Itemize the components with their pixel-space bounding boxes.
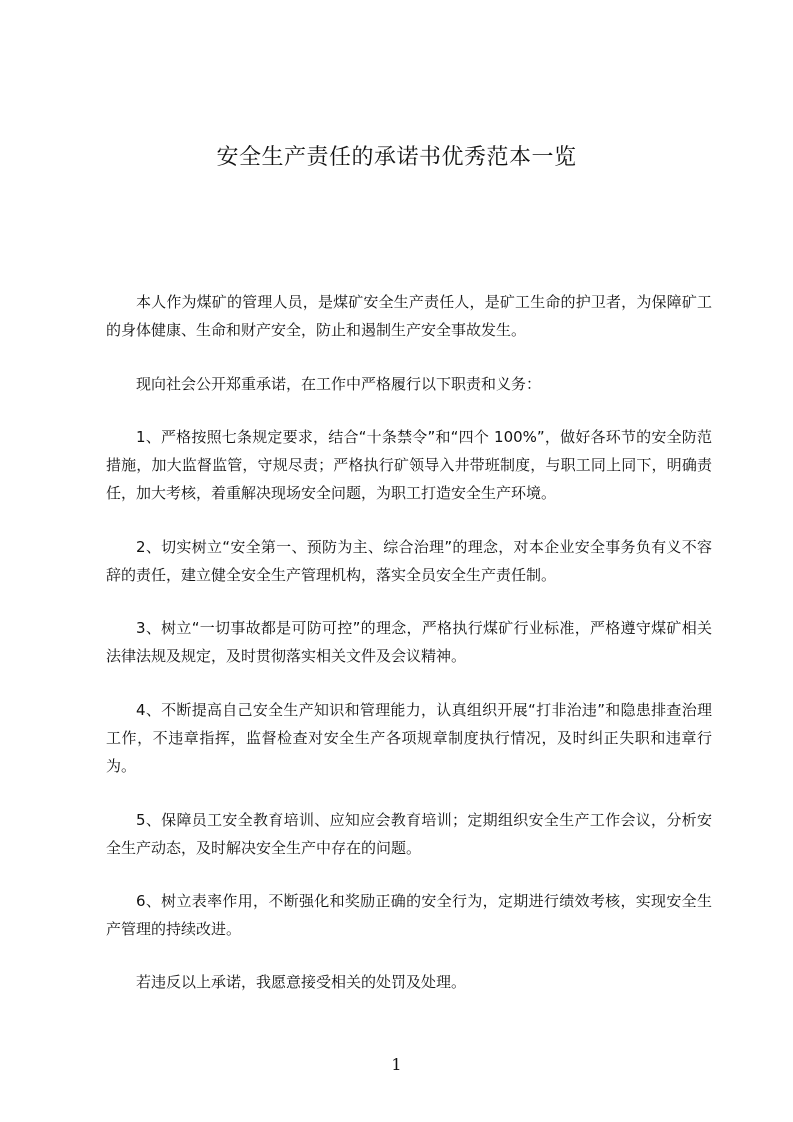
- paragraph-item-2: 2、切实树立“安全第一、预防为主、综合治理”的理念，对本企业安全事务负有义不容辞的责任，建立健全安全生产管理机构，落实全员安全生产责任制。: [106, 538, 712, 584]
- paragraph-item-5: 5、保障员工安全教育培训、应知应会教育培训；定期组织安全生产工作会议，分析安全生产动态，及时解决安全生产中存在的问题。: [106, 811, 712, 857]
- document-title: 安全生产责任的承诺书优秀范本一览: [216, 145, 577, 170]
- paragraph-pledge: 现向社会公开郑重承诺，在工作中严格履行以下职责和义务：: [136, 375, 542, 393]
- paragraph-item-1: 1、严格按照七条规定要求，结合“十条禁令”和“四个 100%”，做好各环节的安全防范措施，加大监督监管，守规尽责；严格执行矿领导入井带班制度，与职工同上同下，明确责任，加大考核，着重解决现场安全问题，为职工打造安全生产环境。: [106, 428, 712, 502]
- page-number: 1: [391, 1055, 402, 1074]
- paragraph-closing: 若违反以上承诺，我愿意接受相关的处罚及处理。: [136, 973, 467, 991]
- paragraph-item-3: 3、树立“一切事故都是可防可控”的理念，严格执行煤矿行业标准，严格遵守煤矿相关法律法规及规定，及时贯彻落实相关文件及会议精神。: [106, 619, 712, 665]
- document-body: [106, 288, 712, 1020]
- paragraph-intro: 本人作为煤矿的管理人员，是煤矿安全生产责任人，是矿工生命的护卫者，为保障矿工的身体健康、生命和财产安全，防止和遏制生产安全事故发生。: [106, 293, 712, 339]
- paragraph-item-4: 4、不断提高自己安全生产知识和管理能力，认真组织开展“打非治违”和隐患排查治理工作，不违章指挥，监督检查对安全生产各项规章制度执行情况，及时纠正失职和违章行为。: [106, 701, 712, 775]
- paragraph-item-6: 6、树立表率作用，不断强化和奖励正确的安全行为，定期进行绩效考核，实现安全生产管理的持续改进。: [106, 892, 712, 938]
